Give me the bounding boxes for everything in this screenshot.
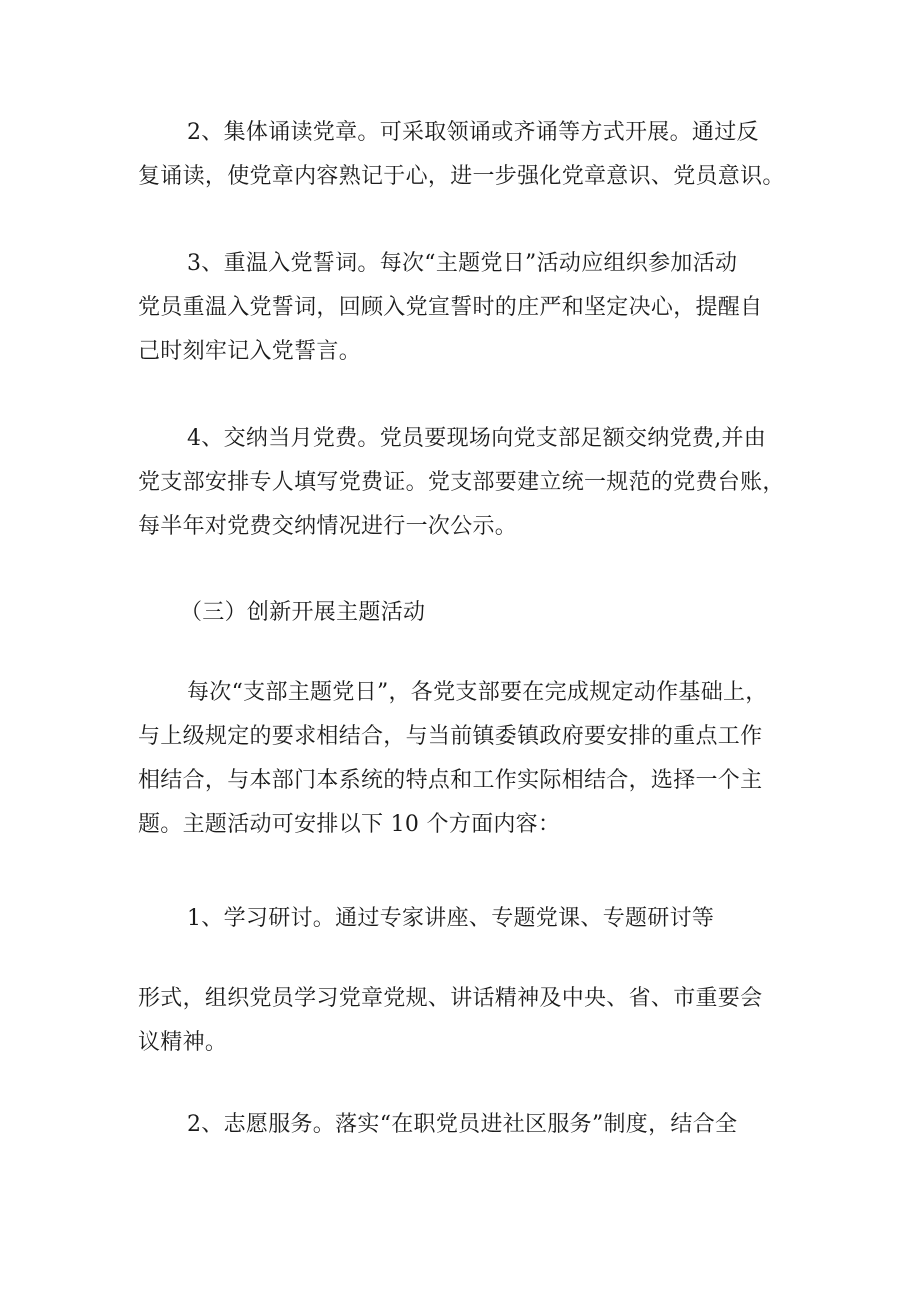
paragraph-line: 党支部安排专人填写党费证。党支部要建立统一规范的党费台账，: [138, 470, 785, 495]
paragraph-line: 每半年对党费交纳情况进行一次公示。: [138, 514, 518, 539]
paragraph-line: 2、志愿服务。落实“在职党员进社区服务”制度，结合全: [187, 1112, 738, 1137]
paragraph-line: 相结合，与本部门本系统的特点和工作实际相结合，选择一个主: [138, 768, 763, 793]
section-heading: （三）创新开展主题活动: [180, 600, 426, 625]
paragraph-line: 2、集体诵读党章。可采取领诵或齐诵等方式开展。通过反: [187, 120, 759, 145]
paragraph-line: 3、重温入党誓词。每次“主题党日”活动应组织参加活动: [187, 251, 738, 276]
paragraph-line: 己时刻牢记入党誓言。: [138, 339, 362, 364]
paragraph-line: 复诵读，使党章内容熟记于心，进一步强化党章意识、党员意识。: [138, 164, 785, 189]
paragraph-line: 1、学习研讨。通过专家讲座、专题党课、专题研讨等: [187, 906, 715, 931]
paragraph-line: 每次“支部主题党日”，各党支部要在完成规定动作基础上，: [187, 680, 768, 705]
paragraph-line: 与上级规定的要求相结合，与当前镇委镇政府要安排的重点工作: [138, 724, 763, 749]
paragraph-line: 议精神。: [138, 1030, 228, 1055]
paragraph-line: 4、交纳当月党费。党员要现场向党支部足额交纳党费,并由: [187, 426, 767, 451]
paragraph-line: 形式，组织党员学习党章党规、讲话精神及中央、省、市重要会: [138, 986, 763, 1011]
paragraph-line: 题。主题活动可安排以下 10 个方面内容：: [138, 812, 561, 837]
paragraph-line: 党员重温入党誓词，回顾入党宣誓时的庄严和坚定决心，提醒自: [138, 295, 763, 320]
